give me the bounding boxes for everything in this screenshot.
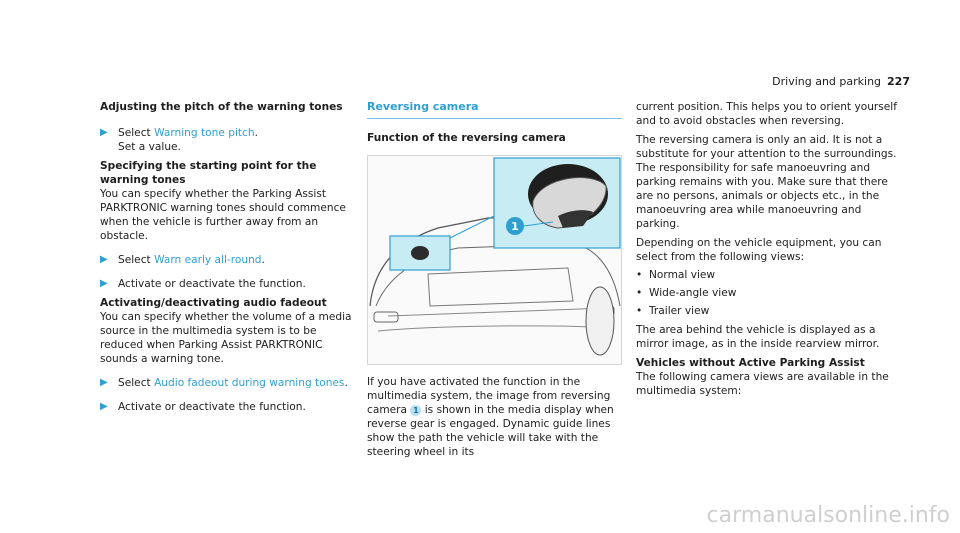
list-item-text: Normal view: [649, 269, 716, 281]
page-header: [772, 75, 910, 89]
section-title: Reversing camera: [367, 100, 622, 119]
column-3: [636, 100, 898, 398]
paragraph: The area behind the vehicle is displayed as a mirror image, as in the inside rearview mirror.: [636, 324, 880, 350]
list-item-text: Trailer view: [649, 305, 710, 317]
step-text: Select: [118, 377, 155, 389]
step-select-pitch: [100, 126, 355, 154]
list-item: • Wide-angle view: [636, 287, 737, 299]
heading-function: Function of the reversing camera: [367, 132, 566, 144]
step-text: Set a value.: [118, 141, 181, 153]
paragraph: The reversing camera is only an aid. It is not a substitute for your attention to the surroundings. The responsibility for safe manoeuvring and parking remains with you. Make sure that there are no persons, animals or objects etc., in the manoeuvring area while manoeuvring and parking.: [636, 134, 897, 230]
step-text: Activate or deactivate the function.: [118, 278, 306, 290]
step-text: Activate or deactivate the function.: [118, 401, 306, 413]
arrow-icon: ▶: [100, 377, 108, 388]
paragraph: You can specify whether the Parking Assist PARKTRONIC warning tones should commence when the vehicle is further away from an obstacle.: [100, 188, 346, 242]
paragraph: You can specify whether the volume of a media source in the multimedia system is to be reduced when Parking Assist PARKTRONIC sounds a warning tone.: [100, 311, 352, 365]
column-1: [100, 100, 355, 414]
paragraph: The following camera views are available in the multimedia system:: [636, 371, 889, 397]
step-text: .: [344, 377, 348, 389]
view-list: [636, 268, 898, 318]
arrow-icon: ▶: [100, 127, 108, 138]
step-activate: [100, 277, 355, 291]
arrow-icon: ▶: [100, 278, 108, 289]
paragraph: current position. This helps you to orient yourself and to avoid obstacles when reversing.: [636, 101, 897, 127]
callout-number: 1: [511, 220, 519, 233]
column-2: [367, 100, 622, 459]
step-text: Select: [118, 127, 155, 139]
paragraph: Depending on the vehicle equipment, you can select from the following views:: [636, 237, 882, 263]
step-text: .: [254, 127, 258, 139]
paragraph: [367, 375, 622, 459]
step-text: .: [261, 254, 265, 266]
arrow-icon: ▶: [100, 254, 108, 265]
car-rear-drawing: [368, 156, 621, 364]
paragraph-text: is shown in the media display when reverse gear is engaged. Dynamic guide lines show the path the vehicle will take with the steering wheel in its: [367, 404, 614, 458]
watermark: carmanualsonline.info: [706, 503, 950, 528]
list-item-text: Wide-angle view: [649, 287, 737, 299]
heading-without-active-parking: Vehicles without Active Parking Assist: [636, 357, 865, 369]
step-text: Select: [118, 254, 155, 266]
arrow-icon: ▶: [100, 401, 108, 412]
heading-audio-fadeout: Activating/deactivating audio fadeout: [100, 297, 327, 309]
paragraph-text: If you have activated the function in the multimedia system, the image from reversing camera: [367, 376, 611, 416]
heading-warning-pitch: Adjusting the pitch of the warning tones: [100, 101, 343, 113]
step-select-warn-early: [100, 253, 355, 267]
menu-warn-early[interactable]: Warn early all-round: [154, 254, 262, 266]
list-item: • Normal view: [636, 269, 716, 281]
page-number: 227: [887, 75, 910, 88]
callout-1-icon: 1: [410, 405, 421, 416]
step-select-audio-fadeout: [100, 376, 355, 390]
heading-starting-point: Specifying the starting point for the warning tones: [100, 160, 317, 186]
menu-audio-fadeout[interactable]: Audio fadeout during warning tones: [154, 377, 345, 389]
reversing-camera-illustration: [367, 155, 622, 365]
menu-warning-tone-pitch[interactable]: Warning tone pitch: [154, 127, 255, 139]
list-item: • Trailer view: [636, 305, 710, 317]
step-activate-2: [100, 400, 355, 414]
chapter-title: Driving and parking: [772, 75, 882, 88]
